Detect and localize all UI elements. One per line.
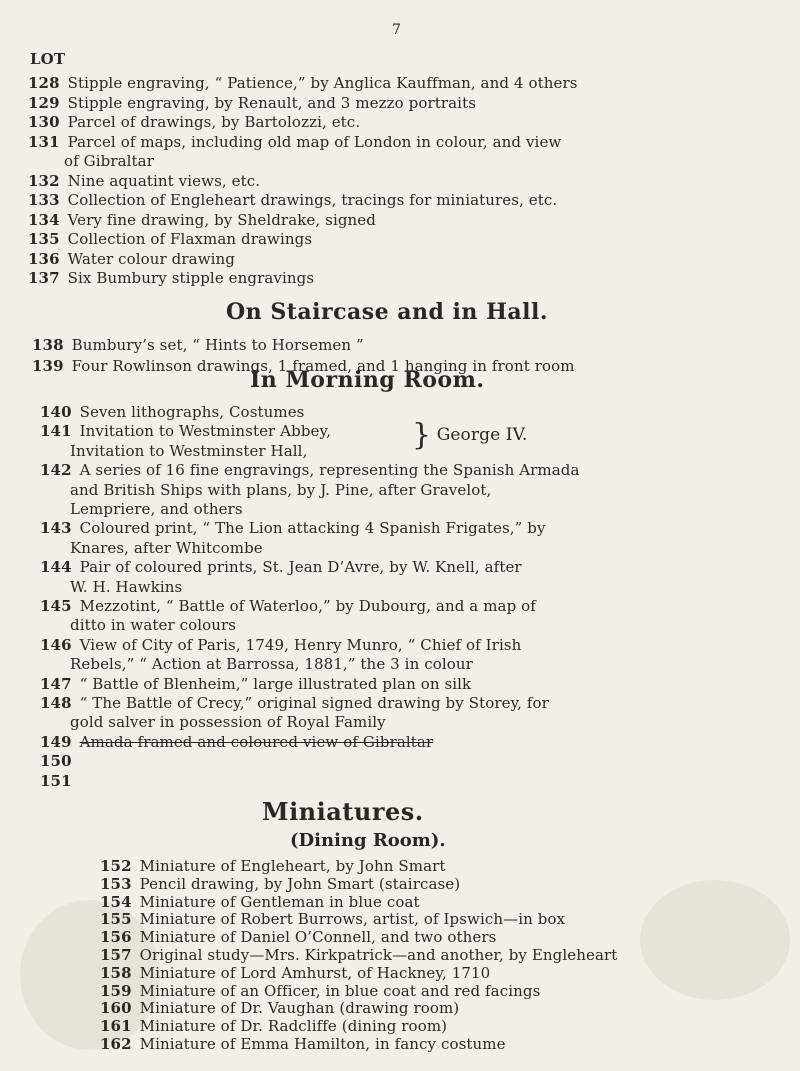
page-number: 7 [392, 22, 401, 38]
lot-entry [40, 752, 80, 770]
lot-entry [40, 733, 433, 751]
lot-entry [28, 133, 561, 151]
lot-entry [40, 558, 522, 576]
lot-number: 148 [40, 694, 72, 712]
lot-description: Lempriere, and others [70, 500, 243, 518]
lot-description: Collection of Engleheart drawings, tracings for miniatures, etc. [67, 191, 558, 209]
lot-description: Miniature of Gentleman in blue coat [139, 892, 420, 911]
lot-description: A series of 16 fine engravings, representing the Spanish Armada [79, 461, 580, 480]
lot-number: 152 [100, 857, 132, 875]
lot-entry [28, 211, 376, 229]
lot-entry [100, 928, 496, 946]
lot-description: Miniature of Dr. Vaughan (drawing room) [139, 999, 460, 1018]
lot-number: 147 [40, 674, 72, 693]
lot-entry [28, 269, 314, 287]
lot-description: Miniature of Robert Burrows, artist, of Ipswich—in box [139, 910, 566, 929]
lot-description: Nine aquatint views, etc. [67, 171, 261, 190]
lot-entry [70, 500, 243, 518]
lot-description: Water colour drawing [67, 249, 235, 268]
lot-description: Collection of Flaxman drawings [67, 230, 313, 248]
lot-entry [28, 230, 312, 248]
lot-number: 135 [28, 230, 60, 248]
lot-description: Four Rowlinson drawings, 1 framed, and 1 hanging in front room [71, 356, 575, 375]
lot-number: 138 [32, 336, 64, 354]
lot-number: 156 [100, 928, 132, 947]
lot-number: 132 [28, 171, 60, 190]
brace-label-text: George IV. [436, 425, 528, 445]
lot-description: Invitation to Westminster Hall, [70, 441, 308, 460]
lot-description: Parcel of maps, including old map of London in colour, and view [67, 132, 562, 151]
lot-description: “ The Battle of Crecy,” original signed drawing by Storey, for [79, 694, 549, 712]
lot-number: 143 [40, 519, 72, 538]
lot-entry [100, 857, 446, 875]
lot-number: 130 [28, 113, 60, 131]
lot-entry [28, 94, 476, 112]
lot-number: 149 [40, 732, 72, 751]
lot-number: 153 [100, 874, 132, 893]
lot-entry [100, 964, 490, 982]
lot-number: 134 [28, 210, 60, 229]
section-heading-staircase: On Staircase and in Hall. [226, 299, 548, 325]
lot-description: Miniature of Emma Hamilton, in fancy costume [139, 1035, 506, 1053]
lot-number: 136 [28, 249, 60, 268]
lot-entry [100, 875, 460, 893]
section-heading-morning-room: In Morning Room. [250, 367, 485, 393]
lot-description: Miniature of Lord Amhurst, of Hackney, 1710 [139, 963, 491, 982]
lot-description: of Gibraltar [64, 152, 154, 170]
lot-number: 137 [28, 269, 60, 287]
lot-entry [70, 655, 473, 673]
lot-number: 129 [28, 93, 60, 112]
lot-description: Rebels,” “ Action at Barrossa, 1881,” the 3 in colour [70, 655, 473, 674]
lot-number: 151 [40, 771, 72, 790]
lot-number: 162 [100, 1035, 132, 1053]
lot-number: 145 [40, 597, 72, 615]
lot-description: ditto in water colours [70, 616, 237, 635]
lot-description: “ Battle of Blenheim,” large illustrated plan on silk [79, 674, 472, 693]
lot-entry [100, 1017, 447, 1035]
lot-entry [100, 999, 459, 1017]
lot-number: 141 [40, 422, 72, 441]
lot-description: Bumbury’s set, “ Hints to Horsemen ” [71, 336, 364, 354]
lot-number: 140 [40, 403, 72, 421]
brace-label: } George IV. [412, 417, 528, 453]
lot-number: 155 [100, 910, 132, 929]
section-subheading-dining-room: (Dining Room). [290, 830, 446, 851]
lot-description: Knares, after Whitcombe [70, 538, 263, 557]
lot-number: 150 [40, 752, 72, 771]
lot-description: Parcel of drawings, by Bartolozzi, etc. [67, 113, 361, 131]
lot-description: Amada framed and coloured view of Gibraltar [79, 732, 434, 751]
lot-number: 158 [100, 963, 132, 982]
paper-stain [640, 880, 790, 1000]
lot-description: Seven lithographs, Costumes [79, 403, 305, 421]
lot-entry [70, 616, 236, 634]
lot-number: 146 [40, 635, 72, 654]
lot-entry [70, 442, 307, 460]
lot-description: gold salver in possession of Royal Family [70, 713, 386, 732]
lot-description: Stipple engraving, “ Patience,” by Anglica Kauffman, and 4 others [67, 74, 578, 92]
lot-description: Miniature of Engleheart, by John Smart [139, 857, 446, 875]
lot-number: 144 [40, 558, 72, 577]
lot-entry [70, 481, 491, 499]
lot-description: Coloured print, “ The Lion attacking 4 Spanish Frigates,” by [79, 519, 546, 538]
lot-description: Invitation to Westminster Abbey, [79, 422, 331, 441]
lot-column-label: LOT [30, 50, 66, 68]
lot-entry [32, 336, 364, 354]
lot-entry [40, 675, 471, 693]
lot-entry [40, 403, 304, 421]
lot-entry [28, 74, 578, 92]
lot-description: Stipple engraving, by Renault, and 3 mezzo portraits [67, 93, 476, 112]
lot-entry [40, 422, 331, 440]
lot-number: 161 [100, 1017, 132, 1036]
lot-entry [40, 772, 80, 790]
lot-description: Very fine drawing, by Sheldrake, signed [67, 210, 376, 229]
lot-entry [100, 910, 565, 928]
lot-entry [100, 946, 617, 964]
lot-entry [40, 694, 549, 712]
lot-entry [40, 636, 521, 654]
lot-entry [64, 152, 154, 170]
lot-number: 154 [100, 892, 132, 911]
lot-description: View of City of Paris, 1749, Henry Munro, “ Chief of Irish [79, 635, 522, 654]
lot-number: 157 [100, 946, 132, 964]
lot-entry [70, 578, 182, 596]
lot-description: Mezzotint, “ Battle of Waterloo,” by Dubourg, and a map of [79, 597, 536, 615]
lot-description: W. H. Hawkins [70, 577, 183, 596]
lot-number: 131 [28, 132, 60, 151]
lot-description: and British Ships with plans, by J. Pine, after Gravelot, [70, 480, 492, 499]
lot-entry [100, 1035, 506, 1053]
lot-entry [40, 519, 546, 537]
lot-number: 159 [100, 981, 132, 1000]
section-heading-miniatures: Miniatures. [262, 797, 424, 826]
lot-entry [40, 461, 580, 479]
lot-entry [70, 539, 263, 557]
lot-number: 142 [40, 461, 72, 480]
lot-entry [40, 597, 536, 615]
lot-entry [28, 172, 260, 190]
lot-number: 133 [28, 191, 60, 209]
lot-number: 139 [32, 356, 64, 375]
lot-entry [28, 250, 235, 268]
lot-description: Miniature of an Officer, in blue coat and red facings [139, 981, 541, 1000]
lot-description: Original study—Mrs. Kirkpatrick—and another, by Engleheart [139, 946, 618, 964]
lot-entry [100, 982, 540, 1000]
lot-description: Miniature of Dr. Radcliffe (dining room) [139, 1017, 448, 1036]
lot-description: Six Bumbury stipple engravings [67, 269, 315, 287]
lot-entry [100, 893, 420, 911]
lot-description: Pencil drawing, by John Smart (staircase) [139, 874, 461, 893]
lot-description: Miniature of Daniel O’Connell, and two others [139, 928, 497, 947]
lot-number: 128 [28, 74, 60, 92]
lot-entry [28, 191, 557, 209]
lot-entry [28, 113, 360, 131]
lot-number: 160 [100, 999, 132, 1018]
lot-description: Pair of coloured prints, St. Jean D’Avre, by W. Knell, after [79, 558, 522, 577]
lot-entry [70, 713, 386, 731]
